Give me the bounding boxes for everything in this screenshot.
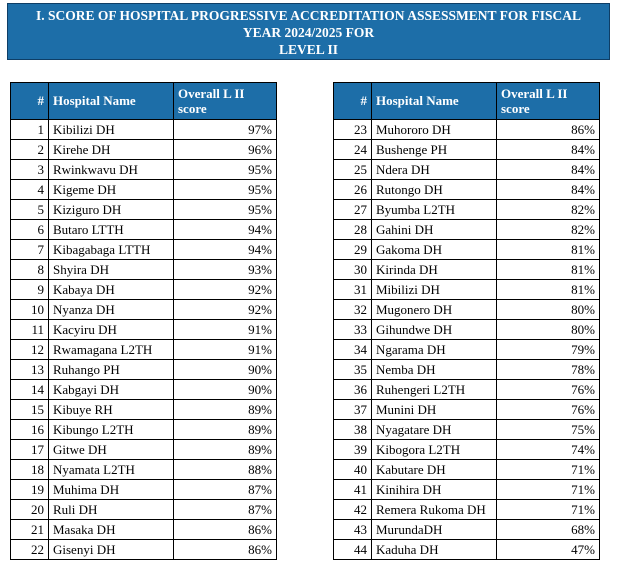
table-row <box>334 480 600 500</box>
overall-score: 76% <box>497 400 600 420</box>
table-row <box>334 140 600 160</box>
overall-score: 81% <box>497 240 600 260</box>
row-number: 17 <box>11 440 49 460</box>
overall-score: 94% <box>174 220 277 240</box>
table-row <box>11 360 277 380</box>
hospital-name: Bushenge PH <box>372 140 497 160</box>
hospital-name: Ndera DH <box>372 160 497 180</box>
table-row <box>334 420 600 440</box>
overall-score: 74% <box>497 440 600 460</box>
row-number: 43 <box>334 520 372 540</box>
hospital-name: MurundaDH <box>372 520 497 540</box>
row-number: 39 <box>334 440 372 460</box>
overall-score: 84% <box>497 160 600 180</box>
row-number: 31 <box>334 280 372 300</box>
header-overall-score <box>497 83 600 120</box>
hospital-name: Kibogora L2TH <box>372 440 497 460</box>
title-line-3: LEVEL II <box>279 42 338 57</box>
table-row <box>334 300 600 320</box>
table-row <box>334 220 600 240</box>
table-row <box>11 320 277 340</box>
hospital-name: Ruhengeri L2TH <box>372 380 497 400</box>
hospital-name: Muhororo DH <box>372 120 497 140</box>
header-score-line-2: score <box>178 101 207 116</box>
title-line-2: YEAR 2024/2025 FOR <box>242 25 375 40</box>
hospital-name: Kiziguro DH <box>49 200 174 220</box>
table-row <box>11 180 277 200</box>
row-number: 19 <box>11 480 49 500</box>
table-row <box>11 300 277 320</box>
overall-score: 95% <box>174 180 277 200</box>
overall-score: 88% <box>174 460 277 480</box>
overall-score: 81% <box>497 260 600 280</box>
header-score-line-2: score <box>501 101 530 116</box>
table-row <box>11 340 277 360</box>
document-title <box>7 3 610 60</box>
overall-score: 87% <box>174 500 277 520</box>
row-number: 18 <box>11 460 49 480</box>
overall-score: 76% <box>497 380 600 400</box>
overall-score: 79% <box>497 340 600 360</box>
hospital-name: Muhima DH <box>49 480 174 500</box>
hospital-name: Nyamata L2TH <box>49 460 174 480</box>
table-row <box>11 380 277 400</box>
overall-score: 80% <box>497 300 600 320</box>
overall-score: 86% <box>497 120 600 140</box>
hospital-name: Gakoma DH <box>372 240 497 260</box>
overall-score: 89% <box>174 400 277 420</box>
row-number: 23 <box>334 120 372 140</box>
row-number: 28 <box>334 220 372 240</box>
table-row <box>11 240 277 260</box>
overall-score: 89% <box>174 440 277 460</box>
hospital-name: Ruhango PH <box>49 360 174 380</box>
hospital-name: Masaka DH <box>49 520 174 540</box>
overall-score: 93% <box>174 260 277 280</box>
hospital-name: Kacyiru DH <box>49 320 174 340</box>
overall-score: 84% <box>497 180 600 200</box>
table-row <box>11 520 277 540</box>
table-row <box>334 200 600 220</box>
row-number: 10 <box>11 300 49 320</box>
table-row <box>334 380 600 400</box>
row-number: 32 <box>334 300 372 320</box>
row-number: 34 <box>334 340 372 360</box>
header-score-line-1: Overall L II <box>178 86 245 101</box>
overall-score: 78% <box>497 360 600 380</box>
hospital-name: Gitwe DH <box>49 440 174 460</box>
row-number: 40 <box>334 460 372 480</box>
overall-score: 95% <box>174 200 277 220</box>
header-hospital-name: Hospital Name <box>372 83 497 120</box>
row-number: 33 <box>334 320 372 340</box>
row-number: 37 <box>334 400 372 420</box>
overall-score: 82% <box>497 200 600 220</box>
row-number: 1 <box>11 120 49 140</box>
overall-score: 90% <box>174 380 277 400</box>
table-row <box>334 440 600 460</box>
table-row <box>11 400 277 420</box>
row-number: 7 <box>11 240 49 260</box>
row-number: 25 <box>334 160 372 180</box>
row-number: 42 <box>334 500 372 520</box>
row-number: 29 <box>334 240 372 260</box>
header-overall-score <box>174 83 277 120</box>
row-number: 13 <box>11 360 49 380</box>
table-row <box>11 200 277 220</box>
table-row <box>11 120 277 140</box>
overall-score: 96% <box>174 140 277 160</box>
overall-score: 86% <box>174 520 277 540</box>
table-row <box>334 520 600 540</box>
table-row <box>334 180 600 200</box>
overall-score: 94% <box>174 240 277 260</box>
overall-score: 80% <box>497 320 600 340</box>
row-number: 30 <box>334 260 372 280</box>
overall-score: 87% <box>174 480 277 500</box>
table-row <box>334 340 600 360</box>
overall-score: 71% <box>497 480 600 500</box>
row-number: 4 <box>11 180 49 200</box>
hospital-name: Kibungo L2TH <box>49 420 174 440</box>
hospital-name: Kirinda DH <box>372 260 497 280</box>
overall-score: 92% <box>174 300 277 320</box>
table-row <box>334 540 600 560</box>
row-number: 5 <box>11 200 49 220</box>
row-number: 2 <box>11 140 49 160</box>
row-number: 27 <box>334 200 372 220</box>
title-line-1: I. SCORE OF HOSPITAL PROGRESSIVE ACCREDITATION ASSESSMENT FOR FISCAL <box>35 8 581 23</box>
table-row <box>334 240 600 260</box>
overall-score: 68% <box>497 520 600 540</box>
row-number: 16 <box>11 420 49 440</box>
row-number: 21 <box>11 520 49 540</box>
hospital-name: Gahini DH <box>372 220 497 240</box>
row-number: 44 <box>334 540 372 560</box>
row-number: 12 <box>11 340 49 360</box>
hospital-name: Ruli DH <box>49 500 174 520</box>
row-number: 41 <box>334 480 372 500</box>
table-row <box>334 260 600 280</box>
row-number: 15 <box>11 400 49 420</box>
overall-score: 89% <box>174 420 277 440</box>
hospital-name: Kibuye RH <box>49 400 174 420</box>
table-row <box>11 260 277 280</box>
table-row <box>11 280 277 300</box>
row-number: 3 <box>11 160 49 180</box>
header-score-line-1: Overall L II <box>501 86 568 101</box>
table-row <box>334 500 600 520</box>
hospital-name: Kabgayi DH <box>49 380 174 400</box>
row-number: 24 <box>334 140 372 160</box>
table-row <box>11 440 277 460</box>
overall-score: 97% <box>174 120 277 140</box>
header-number: # <box>334 83 372 120</box>
table-row <box>334 460 600 480</box>
row-number: 8 <box>11 260 49 280</box>
hospital-name: Butaro LTTH <box>49 220 174 240</box>
hospital-name: Byumba L2TH <box>372 200 497 220</box>
hospital-name: Kigeme DH <box>49 180 174 200</box>
table-row <box>334 120 600 140</box>
table-row <box>11 420 277 440</box>
header-hospital-name: Hospital Name <box>49 83 174 120</box>
hospital-name: Rwinkwavu DH <box>49 160 174 180</box>
hospital-name: Shyira DH <box>49 260 174 280</box>
table-row <box>11 160 277 180</box>
table-row <box>334 400 600 420</box>
overall-score: 81% <box>497 280 600 300</box>
table-row <box>334 360 600 380</box>
hospital-name: Rwamagana L2TH <box>49 340 174 360</box>
hospital-name: Munini DH <box>372 400 497 420</box>
row-number: 20 <box>11 500 49 520</box>
hospital-name: Nyanza DH <box>49 300 174 320</box>
score-table-right <box>333 82 600 560</box>
row-number: 6 <box>11 220 49 240</box>
overall-score: 47% <box>497 540 600 560</box>
overall-score: 91% <box>174 340 277 360</box>
row-number: 11 <box>11 320 49 340</box>
hospital-name: Ngarama DH <box>372 340 497 360</box>
overall-score: 86% <box>174 540 277 560</box>
row-number: 26 <box>334 180 372 200</box>
hospital-name: Kirehe DH <box>49 140 174 160</box>
hospital-name: Kibilizi DH <box>49 120 174 140</box>
hospital-name: Gisenyi DH <box>49 540 174 560</box>
overall-score: 75% <box>497 420 600 440</box>
row-number: 14 <box>11 380 49 400</box>
table-row <box>334 320 600 340</box>
table-row <box>334 280 600 300</box>
table-row <box>11 140 277 160</box>
row-number: 36 <box>334 380 372 400</box>
table-row <box>11 540 277 560</box>
hospital-name: Nemba DH <box>372 360 497 380</box>
row-number: 38 <box>334 420 372 440</box>
table-header-row <box>11 83 277 120</box>
table-row <box>11 480 277 500</box>
overall-score: 84% <box>497 140 600 160</box>
hospital-name: Kinihira DH <box>372 480 497 500</box>
hospital-name: Mugonero DH <box>372 300 497 320</box>
overall-score: 90% <box>174 360 277 380</box>
overall-score: 95% <box>174 160 277 180</box>
overall-score: 92% <box>174 280 277 300</box>
hospital-name: Kaduha DH <box>372 540 497 560</box>
overall-score: 71% <box>497 460 600 480</box>
score-table-left <box>10 82 277 560</box>
header-number: # <box>11 83 49 120</box>
hospital-name: Rutongo DH <box>372 180 497 200</box>
table-row <box>11 500 277 520</box>
row-number: 22 <box>11 540 49 560</box>
overall-score: 71% <box>497 500 600 520</box>
table-row <box>11 220 277 240</box>
table-header-row <box>334 83 600 120</box>
hospital-name: Kibagabaga LTTH <box>49 240 174 260</box>
hospital-name: Gihundwe DH <box>372 320 497 340</box>
row-number: 9 <box>11 280 49 300</box>
table-row <box>334 160 600 180</box>
hospital-name: Kabutare DH <box>372 460 497 480</box>
overall-score: 91% <box>174 320 277 340</box>
hospital-name: Remera Rukoma DH <box>372 500 497 520</box>
overall-score: 82% <box>497 220 600 240</box>
row-number: 35 <box>334 360 372 380</box>
table-row <box>11 460 277 480</box>
hospital-name: Nyagatare DH <box>372 420 497 440</box>
hospital-name: Mibilizi DH <box>372 280 497 300</box>
hospital-name: Kabaya DH <box>49 280 174 300</box>
